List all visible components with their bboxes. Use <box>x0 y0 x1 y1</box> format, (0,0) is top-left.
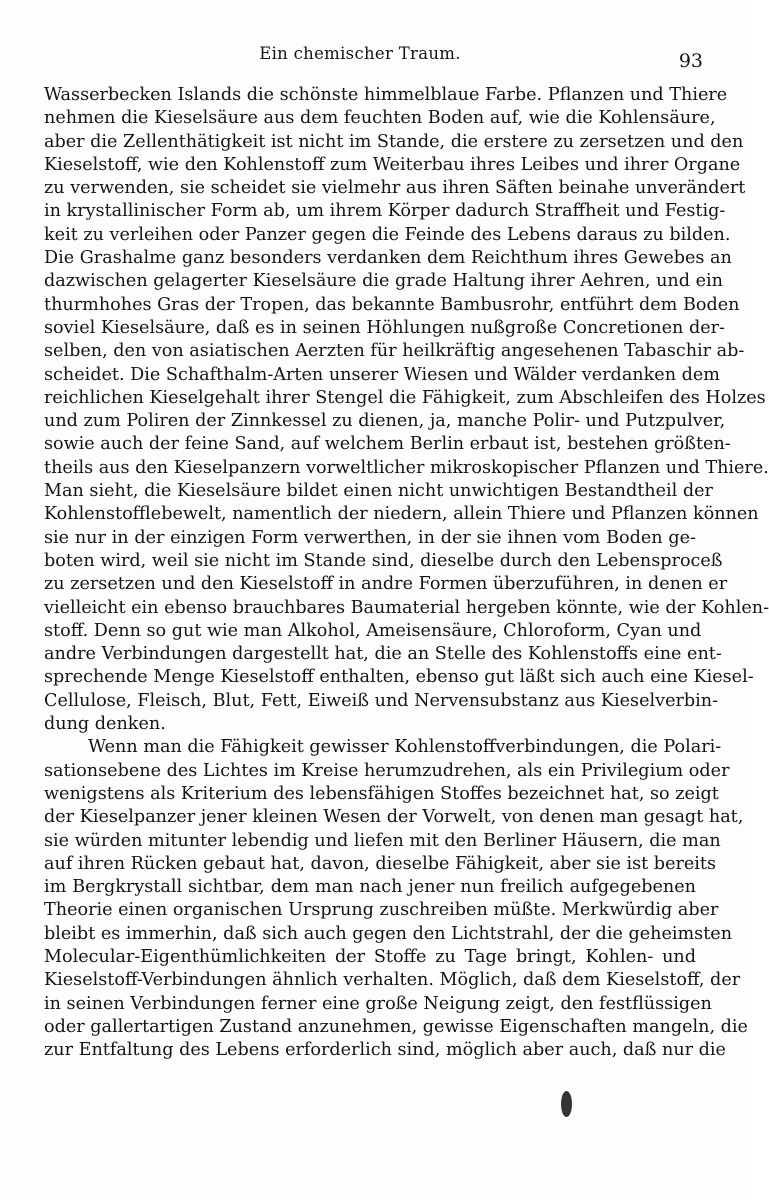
text-line: in krystallinischer Form ab, um ihrem Körper dadurch Straffheit und Festig- <box>44 201 726 222</box>
text-line: theils aus den Kieselpanzern vorweltlicher mikroskopischer Pflanzen und Thiere. <box>44 457 769 478</box>
text-line: wenigstens als Kriterium des lebensfähigen Stoffes bezeichnet hat, so zeigt <box>44 783 719 804</box>
text-line: vielleicht ein ebenso brauchbares Baumaterial hergeben könnte, wie der Kohlen- <box>44 597 769 618</box>
text-line: stoff. Denn so gut wie man Alkohol, Ameisensäure, Chloroform, Cyan und <box>44 620 702 641</box>
text-line: dazwischen gelagerter Kieselsäure die grade Haltung ihrer Aehren, und ein <box>44 271 723 292</box>
text-line: Molecular-Eigenthümlichkeiten der Stoffe zu Tage bringt, Kohlen- und <box>44 946 696 967</box>
text-line: nehmen die Kieselsäure aus dem feuchten Boden auf, wie die Kohlensäure, <box>44 108 716 129</box>
text-line: auf ihren Rücken gebaut hat, davon, dieselbe Fähigkeit, aber sie ist bereits <box>44 853 717 874</box>
text-line: und zum Poliren der Zinnkessel zu dienen, ja, manche Polir- und Putzpulver, <box>44 411 726 432</box>
text-line: andre Verbindungen dargestellt hat, die an Stelle des Kohlenstoffs eine ent- <box>44 644 722 665</box>
page-number: 93 <box>678 50 703 72</box>
paragraph-1 <box>44 84 769 736</box>
text-line: soviel Kieselsäure, daß es in seinen Höhlungen nußgroße Concretionen der- <box>44 317 725 338</box>
text-line: selben, den von asiatischen Aerzten für heilkräftig angesehenen Tabaschir ab- <box>44 341 745 362</box>
text-line: der Kieselpanzer jener kleinen Wesen der Vorwelt, von denen man gesagt hat, <box>44 807 744 828</box>
ink-smudge <box>561 1091 572 1117</box>
text-line: thurmhohes Gras der Tropen, das bekannte Bambusrohr, entführt dem Boden <box>44 294 740 315</box>
text-line: keit zu verleihen oder Panzer gegen die Feinde des Lebens daraus zu bilden. <box>44 224 731 245</box>
text-line: dung denken. <box>44 714 166 735</box>
text-line: boten wird, weil sie nicht im Stande sind, dieselbe durch den Lebensproceß <box>44 550 723 571</box>
running-title: Ein chemischer Traum. <box>259 44 461 63</box>
text-line: reichlichen Kieselgehalt ihrer Stengel die Fähigkeit, zum Abschleifen des Holzes <box>44 387 766 408</box>
text-line: Kieselstoff-Verbindungen ähnlich verhalten. Möglich, daß dem Kieselstoff, der <box>44 970 741 991</box>
text-line: Die Grashalme ganz besonders verdanken dem Reichthum ihres Gewebes an <box>44 248 732 269</box>
text-line: sowie auch der feine Sand, auf welchem Berlin erbaut ist, bestehen größten- <box>44 434 731 455</box>
text-line: zu verwenden, sie scheidet sie vielmehr aus ihren Säften beinahe unverändert <box>44 178 746 199</box>
text-line: im Bergkrystall sichtbar, dem man nach jener nun freilich aufgegebenen <box>44 877 696 898</box>
text-line: scheidet. Die Schafthalm-Arten unserer Wiesen und Wälder verdanken dem <box>44 364 720 385</box>
text-line: sie würden mitunter lebendig und liefen mit den Berliner Häusern, die man <box>44 830 721 851</box>
text-line: Kieselstoff, wie den Kohlenstoff zum Weiterbau ihres Leibes und ihrer Organe <box>44 154 741 175</box>
text-line: Cellulose, Fleisch, Blut, Fett, Eiweiß und Nervensubstanz aus Kieselverbin- <box>44 690 719 711</box>
text-line: oder gallertartigen Zustand anzunehmen, gewisse Eigenschaften mangeln, die <box>44 1016 748 1037</box>
text-line: zur Entfaltung des Lebens erforderlich sind, möglich aber auch, daß nur die <box>44 1040 726 1061</box>
body-text <box>44 84 769 1062</box>
text-line: sationsebene des Lichtes im Kreise herumzudrehen, als ein Privilegium oder <box>44 760 730 781</box>
text-line: in seinen Verbindungen ferner eine große Neigung zeigt, den festflüssigen <box>44 993 712 1014</box>
text-line: Man sieht, die Kieselsäure bildet einen nicht unwichtigen Bestandtheil der <box>44 481 713 502</box>
text-line: sprechende Menge Kieselstoff enthalten, ebenso gut läßt sich auch eine Kiesel- <box>44 667 754 688</box>
text-line: sie nur in der einzigen Form verwerthen, in der sie ihnen vom Boden ge- <box>44 527 696 548</box>
text-line: Kohlenstofflebewelt, namentlich der niedern, allein Thiere und Pflanzen können <box>44 504 759 525</box>
text-line: aber die Zellenthätigkeit ist nicht im Stande, die erstere zu zersetzen und den <box>44 131 744 152</box>
text-line: zu zersetzen und den Kieselstoff in andre Formen überzuführen, in denen er <box>44 574 728 595</box>
text-line: Wenn man die Fähigkeit gewisser Kohlenstoffverbindungen, die Polari- <box>88 737 722 758</box>
text-line: Theorie einen organischen Ursprung zuschreiben müßte. Merkwürdig aber <box>44 900 719 921</box>
text-line: Wasserbecken Islands die schönste himmelblaue Farbe. Pflanzen und Thiere <box>44 85 728 105</box>
paragraph-2 <box>44 736 748 1062</box>
text-line: bleibt es immerhin, daß sich auch gegen den Lichtstrahl, der die geheimsten <box>44 923 733 944</box>
